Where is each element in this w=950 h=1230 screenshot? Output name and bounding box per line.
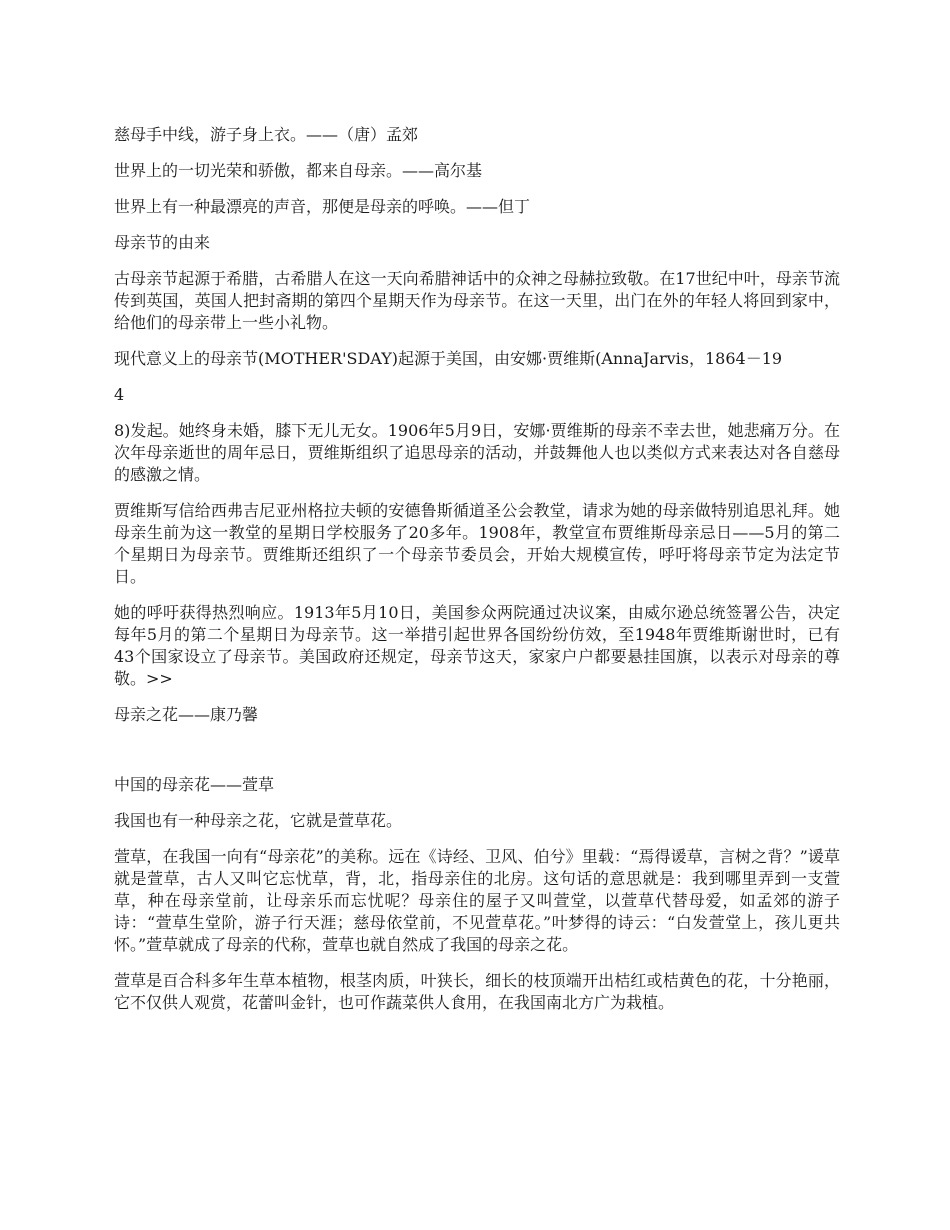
paragraph-daylily-history: 萱草，在我国一向有“母亲花”的美称。远在《诗经、卫风、伯兮》里载：“焉得谖草，言树之背？”谖草就是萱草，古人又叫它忘忧草，背，北，指母亲住的北房。这句话的意思就是：我到哪里弄到一支萱草，种在母亲堂前，让母亲乐而忘忧呢？母亲住的屋子又叫萱堂，以萱草代替母爱，如孟郊的游子诗：“萱草生堂阶，游子行天涯；慈母依堂前，不见萱草花。”叶梦得的诗云：“白发萱堂上，孩儿更共怀。”萱草就成了母亲的代称，萱草也就自然成了我国的母亲之花。 bbox=[114, 847, 840, 954]
section-heading-origin: 母亲节的由来 bbox=[114, 233, 211, 252]
paragraph-modern-origin: 现代意义上的母亲节(MOTHER'SDAY)起源于美国，由安娜·贾维斯(AnnaJarvis，1864－19 bbox=[114, 349, 783, 368]
paragraph-jarvis-letter: 贾维斯写信给西弗吉尼亚州格拉夫顿的安德鲁斯循道圣公会教堂，请求为她的母亲做特别追思礼拜。她母亲生前为这一教堂的星期日学校服务了20多年。1908年，教堂宣布贾维斯母亲忌日——5月的第二个星期日为母亲节。贾维斯还组织了一个母亲节委员会，开始大规模宣传，呼吁将母亲节定为法定节日。 bbox=[114, 501, 840, 586]
section-heading-daylily: 中国的母亲花——萱草 bbox=[114, 775, 275, 794]
quote-meng-jiao: 慈母手中线，游子身上衣。——（唐）孟郊 bbox=[114, 125, 419, 144]
quote-dante: 世界上有一种最漂亮的声音，那便是母亲的呼唤。——但丁 bbox=[114, 197, 531, 216]
quote-gorky: 世界上的一切光荣和骄傲，都来自母亲。——高尔基 bbox=[114, 161, 483, 180]
paragraph-official-holiday: 她的呼吁获得热烈响应。1913年5月10日，美国参众两院通过决议案，由威尔逊总统签署公告，决定每年5月的第二个星期日为母亲节。这一举措引起世界各国纷纷仿效，至1948年贾维斯谢世时，已有43个国家设立了母亲节。美国政府还规定，母亲节这天，家家户户都要悬挂国旗，以表示对母亲的尊敬。>> bbox=[114, 603, 840, 688]
paragraph-daylily-intro: 我国也有一种母亲之花，它就是萱草花。 bbox=[114, 811, 403, 830]
document-body bbox=[114, 124, 840, 1028]
paragraph-fragment: 4 bbox=[114, 385, 125, 404]
paragraph-ancient-origin: 古母亲节起源于希腊，古希腊人在这一天向希腊神话中的众神之母赫拉致敬。在17世纪中叶，母亲节流传到英国，英国人把封斋期的第四个星期天作为母亲节。在这一天里，出门在外的年轻人将回到家中，给他们的母亲带上一些小礼物。 bbox=[114, 269, 840, 332]
paragraph-daylily-botany: 萱草是百合科多年生草本植物，根茎肉质，叶狭长，细长的枝顶端开出桔红或桔黄色的花，十分艳丽，它不仅供人观赏，花蕾叫金针，也可作蔬菜供人食用，在我国南北方广为栽植。 bbox=[114, 971, 840, 1012]
section-heading-carnation: 母亲之花——康乃馨 bbox=[114, 705, 259, 724]
paragraph-jarvis-initiative: 8)发起。她终身未婚，膝下无儿无女。1906年5月9日，安娜·贾维斯的母亲不幸去世，她悲痛万分。在次年母亲逝世的周年忌日，贾维斯组织了追思母亲的活动，并鼓舞他人也以类似方式来表达对各自慈母的感激之情。 bbox=[114, 421, 840, 484]
